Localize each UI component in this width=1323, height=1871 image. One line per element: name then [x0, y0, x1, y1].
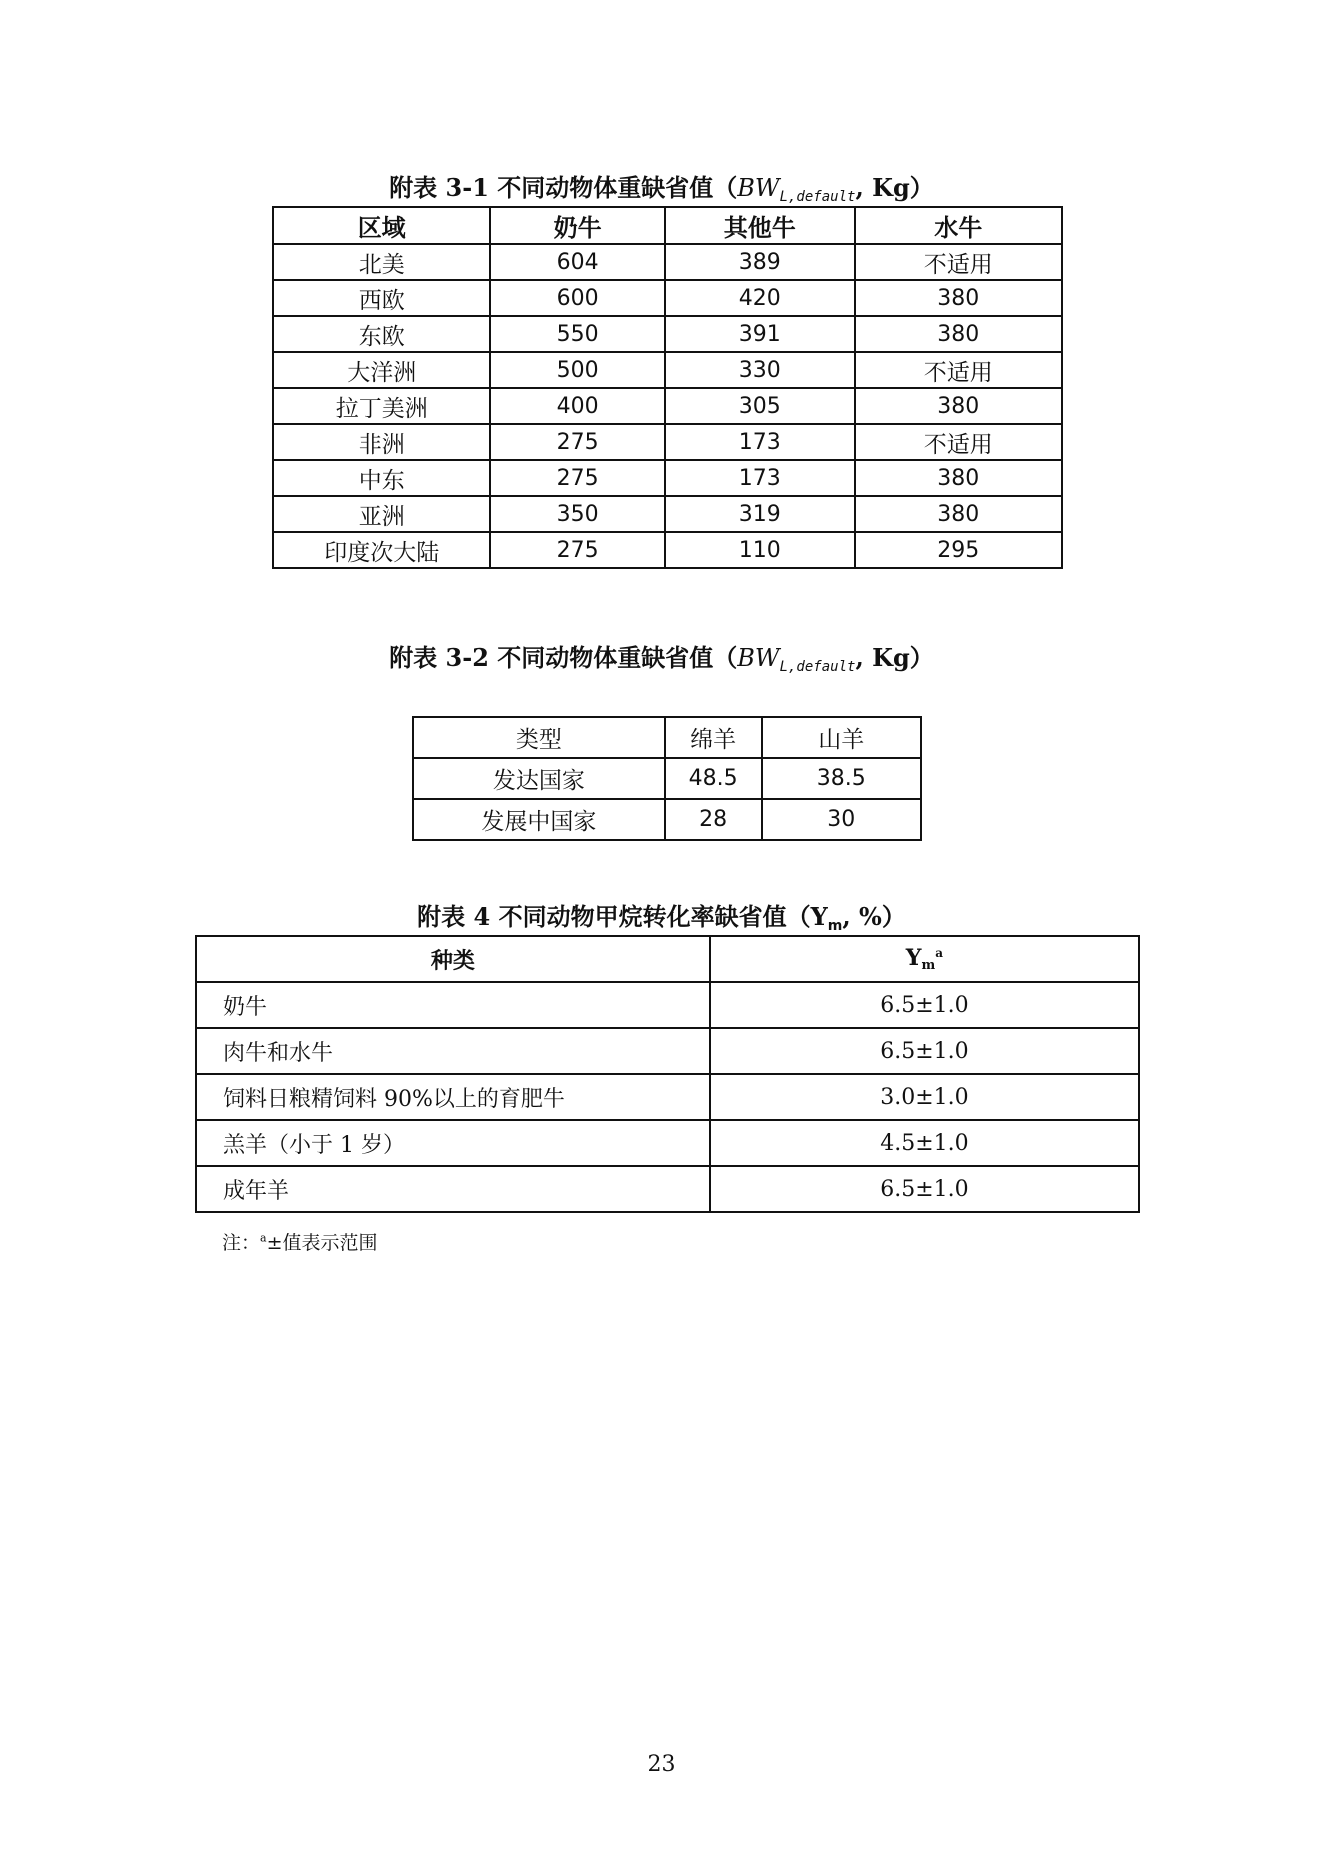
caption-subscript: L,default — [779, 659, 856, 675]
table-header-row — [413, 717, 921, 758]
table-cell: 380 — [855, 316, 1063, 352]
header-cell: 水牛 — [855, 207, 1063, 244]
table-cell: 奶牛 — [196, 982, 710, 1028]
table-cell: 275 — [490, 424, 665, 460]
table-cell: 不适用 — [855, 424, 1063, 460]
table-3-2-caption — [0, 643, 1323, 682]
table-4 — [195, 935, 1140, 1213]
caption-subscript: m — [827, 918, 843, 934]
header-cell: 其他牛 — [665, 207, 855, 244]
table-cell: 380 — [855, 388, 1063, 424]
table-cell: 110 — [665, 532, 855, 568]
table-cell: 不适用 — [855, 244, 1063, 280]
header-cell: 山羊 — [762, 717, 921, 758]
table-cell: 亚洲 — [273, 496, 490, 532]
header-cell — [710, 936, 1139, 982]
table-cell: 发展中国家 — [413, 799, 665, 840]
header-symbol: Y — [905, 945, 922, 971]
note-text: ±值表示范围 — [266, 1232, 378, 1254]
table-cell: 非洲 — [273, 424, 490, 460]
table-row — [273, 532, 1062, 568]
table-cell: 4.5±1.0 — [710, 1120, 1139, 1166]
table-cell: 295 — [855, 532, 1063, 568]
table-row — [196, 1074, 1139, 1120]
caption-variable: BW — [737, 644, 780, 672]
table-cell: 500 — [490, 352, 665, 388]
table-cell: 275 — [490, 460, 665, 496]
table-cell: 拉丁美洲 — [273, 388, 490, 424]
table-row — [273, 244, 1062, 280]
table-row — [413, 799, 921, 840]
table-cell: 400 — [490, 388, 665, 424]
table-cell: 印度次大陆 — [273, 532, 490, 568]
table-cell: 420 — [665, 280, 855, 316]
table-row — [273, 280, 1062, 316]
table-cell: 330 — [665, 352, 855, 388]
table-cell: 北美 — [273, 244, 490, 280]
table-cell: 羔羊（小于 1 岁） — [196, 1120, 710, 1166]
table-row — [273, 352, 1062, 388]
caption-text: 附表 3-1 不同动物体重缺省值（ — [389, 173, 738, 202]
table-cell: 中东 — [273, 460, 490, 496]
table-3-1 — [272, 206, 1063, 569]
table-cell: 28 — [665, 799, 762, 840]
table-cell: 600 — [490, 280, 665, 316]
table-cell: 不适用 — [855, 352, 1063, 388]
table-cell: 319 — [665, 496, 855, 532]
table-cell: 38.5 — [762, 758, 921, 799]
table-3-2 — [412, 716, 922, 841]
table-cell: 西欧 — [273, 280, 490, 316]
table-cell: 173 — [665, 460, 855, 496]
table-cell: 6.5±1.0 — [710, 1028, 1139, 1074]
table-row — [196, 1166, 1139, 1212]
table-cell: 6.5±1.0 — [710, 1166, 1139, 1212]
table-cell: 30 — [762, 799, 921, 840]
note-superscript: a — [260, 1231, 267, 1245]
note-prefix: 注： — [222, 1232, 261, 1254]
table-row — [273, 388, 1062, 424]
caption-text: 附表 3-2 不同动物体重缺省值（ — [389, 643, 738, 672]
table-row — [273, 496, 1062, 532]
table-cell: 东欧 — [273, 316, 490, 352]
header-cell: 区域 — [273, 207, 490, 244]
header-cell: 绵羊 — [665, 717, 762, 758]
table-cell: 6.5±1.0 — [710, 982, 1139, 1028]
table-cell: 成年羊 — [196, 1166, 710, 1212]
table-header-row — [273, 207, 1062, 244]
table-cell: 550 — [490, 316, 665, 352]
table-cell: 350 — [490, 496, 665, 532]
header-cell: 奶牛 — [490, 207, 665, 244]
table-cell: 604 — [490, 244, 665, 280]
table-cell: 380 — [855, 496, 1063, 532]
table-row — [413, 758, 921, 799]
table-row — [196, 982, 1139, 1028]
table-cell: 发达国家 — [413, 758, 665, 799]
caption-suffix: , %） — [842, 902, 906, 931]
table-cell: 305 — [665, 388, 855, 424]
table-row — [273, 460, 1062, 496]
table-cell: 48.5 — [665, 758, 762, 799]
table-row — [273, 316, 1062, 352]
header-superscript: a — [935, 946, 944, 960]
table-row — [273, 424, 1062, 460]
table-row — [196, 1120, 1139, 1166]
caption-subscript: L,default — [779, 189, 856, 205]
page-number: 23 — [647, 1752, 676, 1777]
caption-suffix: , Kg） — [855, 173, 934, 202]
table-cell: 391 — [665, 316, 855, 352]
table-cell: 肉牛和水牛 — [196, 1028, 710, 1074]
caption-text: 附表 4 不同动物甲烷转化率缺省值（Y — [417, 902, 828, 931]
table-cell: 275 — [490, 532, 665, 568]
header-cell: 类型 — [413, 717, 665, 758]
table-cell: 380 — [855, 460, 1063, 496]
table-header-row — [196, 936, 1139, 982]
caption-variable: BW — [737, 174, 780, 202]
header-subscript: m — [921, 958, 936, 973]
caption-suffix: , Kg） — [855, 643, 934, 672]
header-cell: 种类 — [196, 936, 710, 982]
table-cell: 饲料日粮精饲料 90%以上的育肥牛 — [196, 1074, 710, 1120]
table-note — [222, 1228, 378, 1255]
table-cell: 大洋洲 — [273, 352, 490, 388]
table-cell: 3.0±1.0 — [710, 1074, 1139, 1120]
table-cell: 173 — [665, 424, 855, 460]
table-cell: 389 — [665, 244, 855, 280]
table-cell: 380 — [855, 280, 1063, 316]
table-row — [196, 1028, 1139, 1074]
